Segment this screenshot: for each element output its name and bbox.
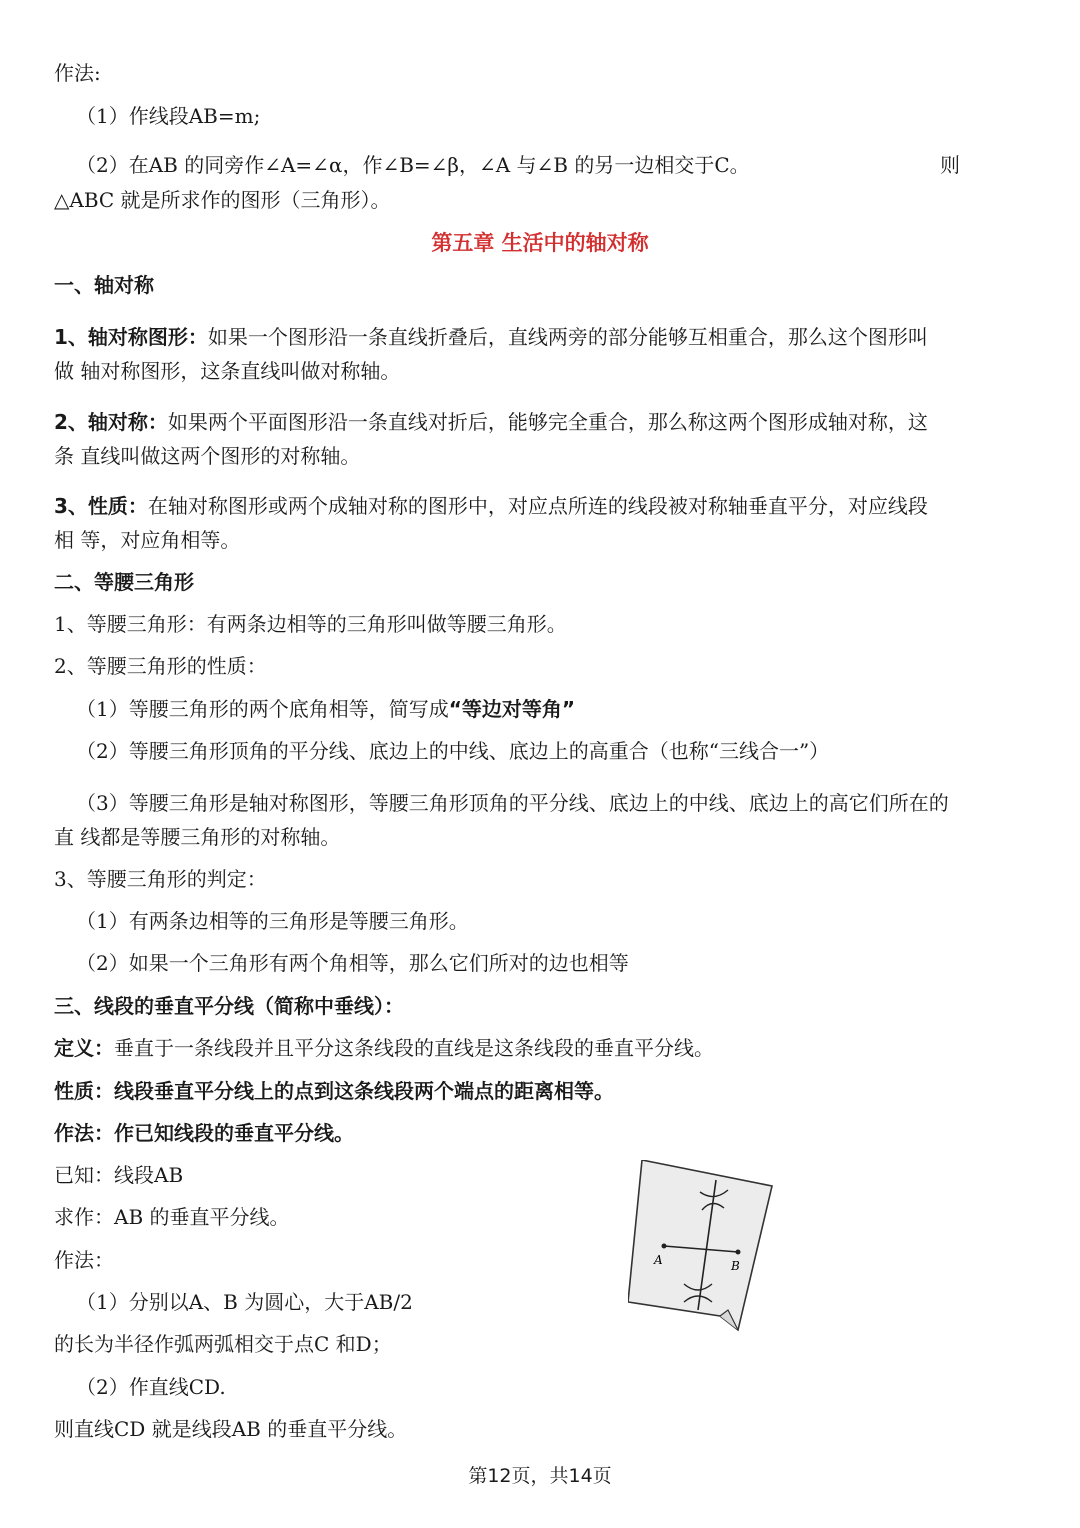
step-2: （2）在AB 的同旁作∠A=∠α，作∠B=∠β，∠A 与∠B 的另一边相交于C。	[76, 153, 750, 177]
section-1-title: 一、轴对称	[54, 273, 154, 297]
sec1-p3-cont: 相 等，对应角相等。	[54, 528, 241, 552]
sec3-conclusion: 则直线CD 就是线段AB 的垂直平分线。	[54, 1417, 408, 1441]
sec3-property: 性质：线段垂直平分线上的点到这条线段两个端点的距离相等。	[54, 1079, 614, 1103]
step-2-ze: 则	[940, 153, 960, 177]
sec1-p1-text: 如果一个图形沿一条直线折叠后，直线两旁的部分能够互相重合，那么这个图形叫	[207, 325, 928, 349]
sec3-step-2: （2）作直线CD.	[76, 1375, 226, 1399]
sec3-known: 已知：线段AB	[54, 1163, 184, 1187]
sec1-p2-cont: 条 直线叫做这两个图形的对称轴。	[54, 444, 361, 468]
paper-shape	[628, 1160, 772, 1330]
sec2-l3	[76, 694, 575, 724]
sec1-p2	[54, 407, 928, 437]
chapter-title: 第五章 生活中的轴对称	[431, 231, 649, 255]
sec1-p1-cont: 做 轴对称图形，这条直线叫做对称轴。	[54, 359, 401, 383]
sec3-find: 求作：AB 的垂直平分线。	[54, 1205, 290, 1229]
sec2-l5: （3）等腰三角形是轴对称图形，等腰三角形顶角的平分线、底边上的中线、底边上的高它们所在的	[76, 791, 949, 815]
sec1-p2-label: 2、轴对称：	[54, 410, 168, 434]
sec3-zuofa: 作法：	[54, 1248, 114, 1272]
sec2-l3-text: （1）等腰三角形的两个底角相等，简写成	[76, 697, 449, 721]
sec2-l8: （2）如果一个三角形有两个角相等，那么它们所对的边也相等	[76, 951, 629, 975]
sec2-l3-bold: “等边对等角”	[448, 697, 576, 721]
folded-paper-figure	[628, 1160, 776, 1336]
sec2-l6: 3、等腰三角形的判定：	[54, 867, 267, 891]
sec1-p3-text: 在轴对称图形或两个成轴对称的图形中，对应点所连的线段被对称轴垂直平分，对应线段	[147, 494, 928, 518]
sec2-l4: （2）等腰三角形顶角的平分线、底边上的中线、底边上的高重合（也称“三线合一”）	[76, 739, 830, 763]
section-3-title: 三、线段的垂直平分线（简称中垂线）：	[54, 994, 404, 1018]
sec1-p3	[54, 491, 928, 521]
sec2-l1: 1、等腰三角形：有两条边相等的三角形叫做等腰三角形。	[54, 612, 567, 636]
point-a	[662, 1244, 667, 1249]
sec1-p1	[54, 322, 928, 352]
sec1-p1-label: 1、轴对称图形：	[54, 325, 208, 349]
sec3-method: 作法：作已知线段的垂直平分线。	[54, 1121, 354, 1145]
sec3-definition	[54, 1033, 714, 1063]
sec2-l7: （1）有两条边相等的三角形是等腰三角形。	[76, 909, 469, 933]
page-footer: 第12页，共14页	[468, 1465, 612, 1487]
sec3-step-1-cont: 的长为半径作弧两弧相交于点C 和D；	[54, 1332, 392, 1356]
figure-label-a: A	[654, 1253, 663, 1267]
sec1-p2-text: 如果两个平面图形沿一条直线对折后，能够完全重合，那么称这两个图形成轴对称，这	[167, 410, 928, 434]
zuofa-label: 作法:	[54, 61, 101, 85]
sec3-def-text: 垂直于一条线段并且平分这条线段的直线是这条线段的垂直平分线。	[114, 1036, 714, 1060]
section-2-title: 二、等腰三角形	[54, 570, 194, 594]
sec2-l5-cont: 直 线都是等腰三角形的对称轴。	[54, 825, 341, 849]
point-b	[736, 1250, 741, 1255]
sec2-l2: 2、等腰三角形的性质：	[54, 654, 267, 678]
step-1: （1）作线段AB=m;	[76, 104, 261, 128]
figure-label-b: B	[731, 1259, 740, 1273]
sec3-step-1: （1）分别以A、B 为圆心，大于AB/2	[76, 1290, 413, 1314]
step-2-conclusion: △ABC 就是所求作的图形（三角形）。	[54, 188, 391, 212]
sec1-p3-label: 3、性质：	[54, 494, 148, 518]
sec3-def-label: 定义：	[54, 1036, 114, 1060]
